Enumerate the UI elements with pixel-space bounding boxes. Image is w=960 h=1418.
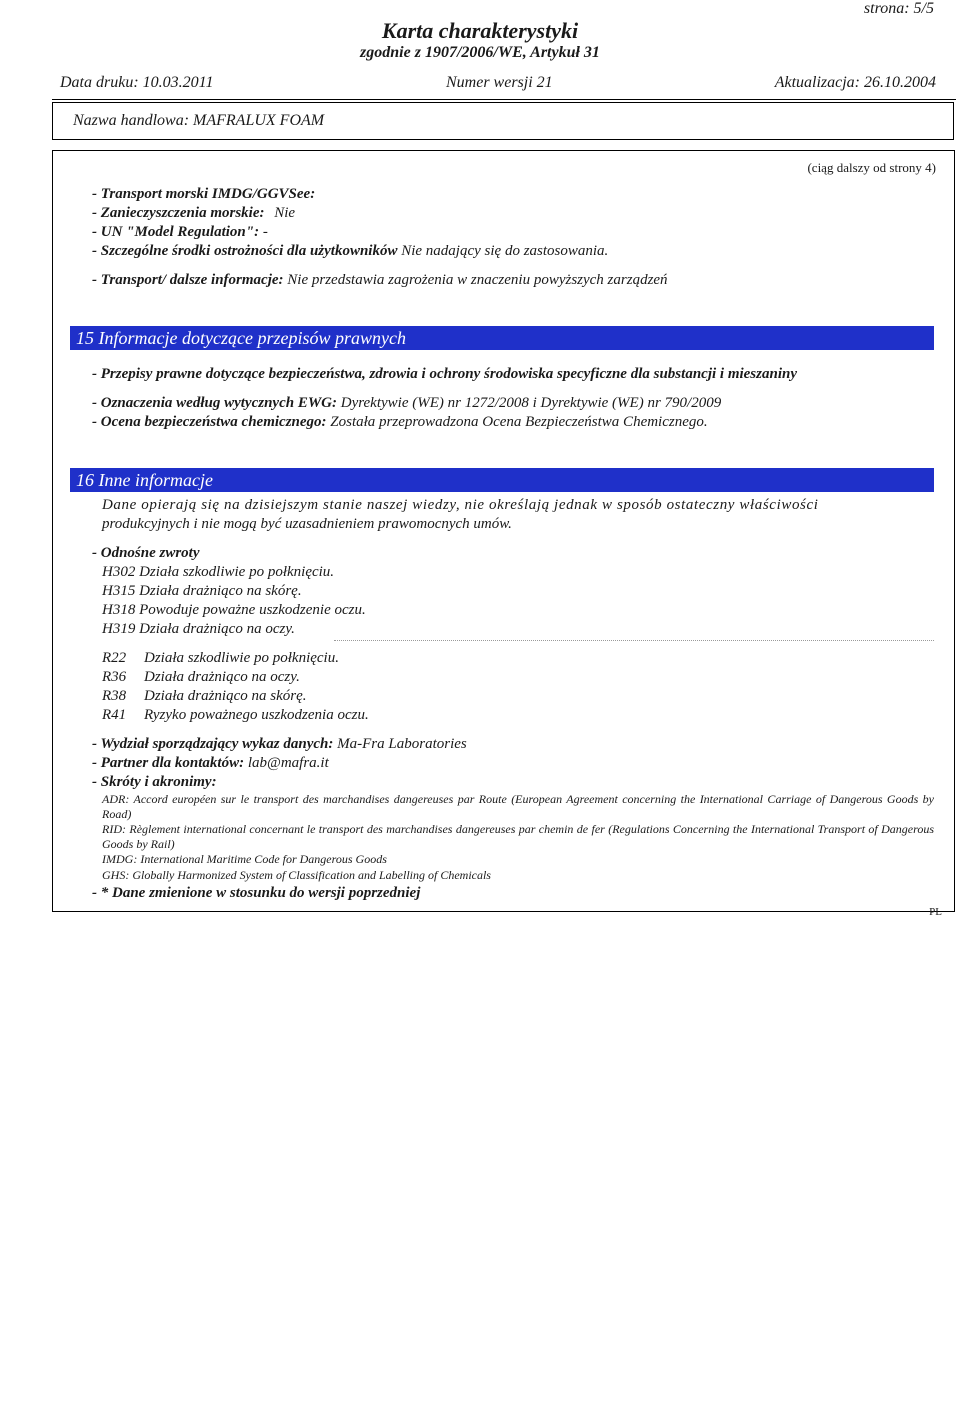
phrases-key: - Odnośne zwroty (92, 545, 200, 561)
r-phrase-text: Działa szkodliwie po połknięciu. (144, 650, 339, 666)
transport-further-line (92, 272, 668, 289)
trade-name: Nazwa handlowa: MAFRALUX FOAM (73, 112, 325, 129)
transport-further-value: Nie przedstawia zagrożenia w znaczeniu powyższych zarządzeń (287, 272, 668, 288)
un-model-key: - UN "Model Regulation": (92, 224, 260, 240)
regulations-line (92, 366, 797, 383)
r-phrase-code: R22 (102, 650, 127, 666)
phrases-line (92, 545, 200, 562)
h-phrase-item: H318 Powoduje poważne uszkodzenie oczu. (102, 602, 366, 618)
ewg-marking-value: Dyrektywie (WE) nr 1272/2008 i Dyrektywie (WE) nr 790/2009 (340, 395, 722, 411)
department-key: - Wydział sporządzający wykaz danych: (92, 736, 334, 752)
r-phrase-item (102, 669, 300, 686)
h-phrase-item: H319 Działa drażniąco na oczy. (102, 621, 295, 637)
document-subtitle: zgodnie z 1907/2006/WE, Artykuł 31 (360, 44, 600, 61)
un-model-line (92, 224, 268, 241)
page-number: strona: 5/5 (863, 0, 934, 17)
update-date: Aktualizacja: 26.10.2004 (774, 74, 936, 91)
abbreviations-line (92, 774, 217, 791)
trade-name-box (52, 102, 954, 140)
marine-pollutant-line (92, 205, 295, 222)
regulations-key: - Przepisy prawne dotyczące bezpieczeństwa, zdrowia i ochrony środowiska specyficzne dla substancji i mieszaniny (92, 366, 797, 382)
changed-data-line (92, 885, 420, 902)
abbreviation-item: IMDG: International Maritime Code for Dangerous Goods (102, 852, 387, 866)
abbreviation-item: ADR: Accord européen sur le transport des marchandises dangereuses par Route (European Agreement concerning the International Carriage of Dangerous Goods by Road) (102, 792, 934, 821)
ewg-marking-key: - Oznaczenia według wytycznych EWG: (92, 395, 337, 411)
r-phrase-code: R41 (102, 707, 127, 723)
section-16-title: 16 Inne informacje (76, 470, 213, 490)
abbreviation-item: RID: Règlement international concernant le transport des marchandises dangereuses par chemin de fer (Regulations Concerning the International Transport of Dangerous Goods by Rail) (102, 822, 934, 851)
r-phrase-text: Ryzyko poważnego uszkodzenia oczu. (144, 707, 369, 723)
header-divider (52, 99, 956, 100)
chemical-safety-line (92, 414, 708, 431)
special-precautions-line (92, 243, 608, 260)
special-precautions-key: - Szczególne środki ostrożności dla użytkowników (92, 243, 398, 259)
abbreviations-key: - Skróty i akronimy: (92, 774, 217, 790)
h-phrase-item: H315 Działa drażniąco na skórę. (102, 583, 302, 599)
section-15-title: 15 Informacje dotyczące przepisów prawnych (76, 328, 406, 348)
department-line (92, 736, 467, 753)
intro-line-1: Dane opierają się na dzisiejszym stanie naszej wiedzy, nie określają jednak w sposób ostateczny właściwości (102, 497, 819, 513)
h-phrase-item: H302 Działa szkodliwie po połknięciu. (102, 564, 335, 580)
chemical-safety-value: Została przeprowadzona Ocena Bezpieczeństwa Chemicznego. (330, 414, 708, 430)
ewg-marking-line (92, 395, 721, 412)
r-phrase-item (102, 707, 369, 724)
special-precautions-value: Nie nadający się do zastosowania. (401, 243, 609, 259)
changed-data-key: - * Dane zmienione w stosunku do wersji poprzedniej (92, 885, 421, 901)
language-code: PL (929, 906, 942, 918)
r-phrase-code: R38 (102, 688, 127, 704)
contact-value[interactable]: lab@mafra.it (247, 755, 329, 771)
contact-line (92, 755, 329, 772)
version-number: Numer wersji 21 (446, 74, 553, 91)
marine-pollutant-key: - Zanieczyszczenia morskie: (92, 205, 265, 221)
transport-further-key: - Transport/ dalsze informacje: (92, 272, 284, 288)
continued-note: (ciąg dalszy od strony 4) (807, 160, 936, 175)
intro-line-2: produkcyjnych i nie mogą być uzasadnieniem prawomocnych umów. (102, 516, 512, 532)
marine-pollutant-value: Nie (274, 205, 296, 221)
section-16-header (70, 467, 934, 493)
transport-sea-key: - Transport morski IMDG/GGVSee: (92, 186, 316, 202)
transport-sea-line (92, 186, 315, 203)
contact-key: - Partner dla kontaktów: (92, 755, 245, 771)
section-15-header (70, 325, 934, 351)
r-phrase-item (102, 688, 307, 705)
chemical-safety-key: - Ocena bezpieczeństwa chemicznego: (92, 414, 327, 430)
r-phrase-code: R36 (102, 669, 127, 685)
r-phrase-text: Działa drażniąco na oczy. (144, 669, 300, 685)
print-date: Data druku: 10.03.2011 (60, 74, 214, 91)
header-info-row (60, 74, 936, 96)
document-title: Karta charakterystyki (381, 18, 579, 43)
un-model-value: - (262, 224, 268, 240)
r-phrase-text: Działa drażniąco na skórę. (144, 688, 307, 704)
r-phrase-item (102, 650, 339, 667)
department-value: Ma-Fra Laboratories (337, 736, 467, 752)
dotted-separator (334, 640, 934, 641)
abbreviation-item: GHS: Globally Harmonized System of Classification and Labelling of Chemicals (102, 868, 491, 882)
